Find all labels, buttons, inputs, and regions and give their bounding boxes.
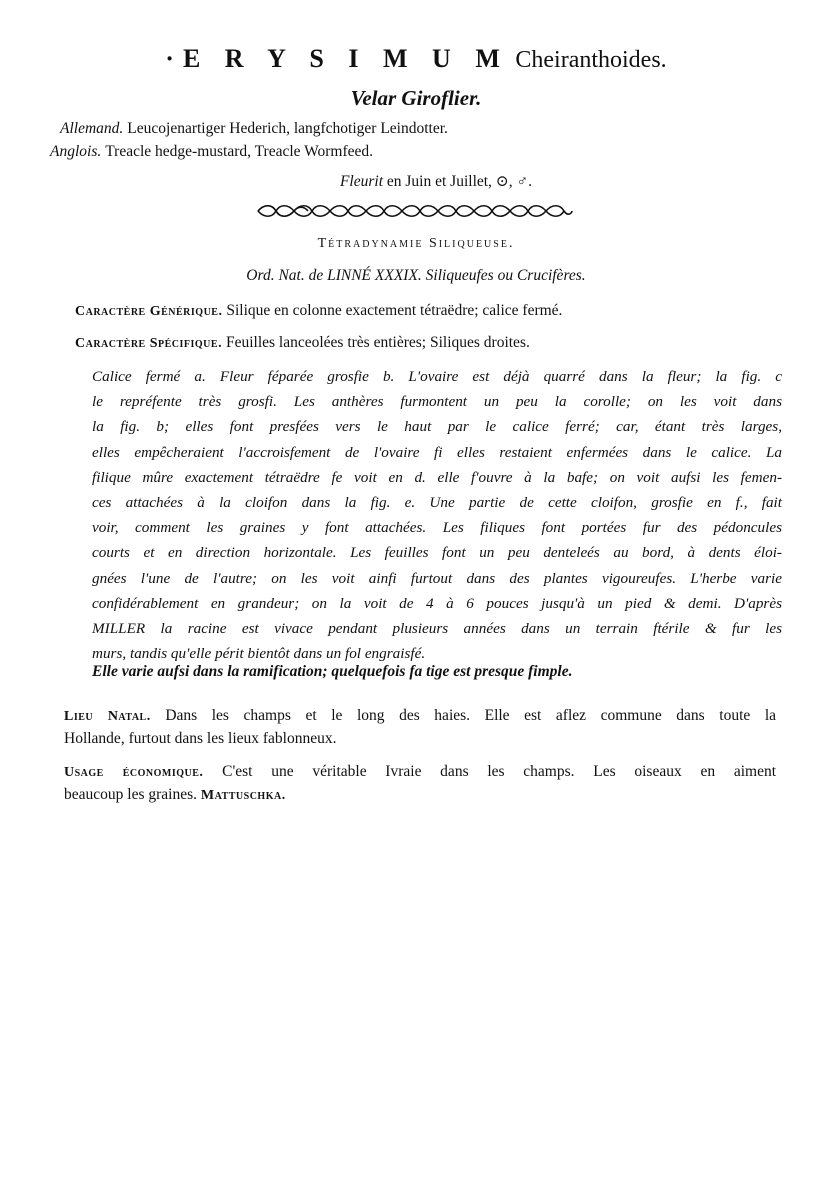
- usage-paragraph: [64, 761, 776, 807]
- flowering-line: [0, 172, 832, 191]
- ornament-divider-icon: [256, 203, 574, 219]
- description-line: confidérablement en grandeur; on la voit de 4 à 6 pouces jusqu'à un pied & demi. D'après: [92, 594, 782, 612]
- vernacular-english: [50, 143, 373, 161]
- description-line: MILLER la racine est vivace pendant plusieurs années dans un terrain ftérile & fur les: [92, 619, 782, 637]
- usage-author: Mattuschka.: [200, 788, 286, 803]
- usage-text: beaucoup les graines.: [64, 786, 197, 803]
- character-text: Feuilles lanceolées très entières; Siliques droites.: [225, 334, 530, 351]
- habitat-line: [64, 705, 776, 728]
- species-name: Cheiranthoides.: [515, 47, 667, 73]
- vernacular-names: Leucojenartiger Hederich, langfchotiger Leindotter.: [127, 120, 448, 137]
- genus-name: ·E R Y S I M U M: [165, 44, 509, 73]
- habitat-text: Dans les champs et le long des haies. Elle est aflez commune dans toute la: [165, 707, 777, 724]
- description-line: filique mûre exactement tétraëdre fe voit en d. elle f'ouvre à la bafe; on voit aufsi les femen-: [92, 468, 782, 486]
- description-line: Calice fermé a. Fleur féparée grosfie b. L'ovaire est déjà quarré dans la fleur; la fig. c: [92, 368, 782, 385]
- vernacular-german: [60, 120, 448, 138]
- natural-order: Ord. Nat. de LINNÉ XXXIX. Siliqueufes ou Crucifères.: [246, 267, 586, 284]
- page-title: [0, 44, 832, 74]
- description-line: elles empêcheraient l'accroisfement de l'ovaire fi elles restaient enfermées dans le calice. La: [92, 443, 782, 461]
- linnaean-class: Tétradynamie Siliqueuse.: [317, 236, 515, 251]
- french-name: Velar Giroflier.: [350, 86, 482, 110]
- habitat-paragraph: [64, 705, 776, 750]
- description-paragraph: [92, 364, 782, 666]
- description-line: ces attachées à la cloifon dans la fig. e. Une partie de cette cloifon, grosfie en f., fait: [92, 493, 782, 511]
- vernacular-names: Treacle hedge-mustard, Treacle Wormfeed.: [105, 143, 374, 160]
- description-line: gnées l'une de l'autre; on les voit ainfi furtout dans des plantes vigoureufes. L'herbe varie: [92, 569, 782, 587]
- habitat-label: Lieu Natal.: [64, 709, 151, 724]
- flowering-text: en Juin et Juillet, ⊙, ♂.: [386, 173, 533, 190]
- usage-label: Usage économique.: [64, 765, 204, 780]
- description-line: courts et en direction horizontale. Les feuilles font un peu denteleés au bord, à dents éloi-: [92, 544, 782, 562]
- character-label: Caractère Générique.: [75, 304, 223, 319]
- variation-note: Elle varie aufsi dans la ramification; quelquefois fa tige est presque fimple.: [92, 663, 573, 680]
- character-text: Silique en colonne exactement tétraëdre; calice fermé.: [226, 302, 563, 319]
- description-line: murs, tandis qu'elle périt bientôt dans un fol engraisfé.: [92, 645, 426, 663]
- specific-character: [75, 334, 530, 352]
- usage-line: [64, 761, 776, 784]
- vernacular-lang: Anglois.: [50, 143, 102, 160]
- description-line: la fig. b; elles font presfées vers le haut par le calice ferré; car, étant très larges,: [92, 418, 782, 436]
- usage-line: [64, 784, 776, 807]
- generic-character: [75, 302, 562, 320]
- usage-text: C'est une véritable Ivraie dans les champs. Les oiseaux en aiment: [222, 763, 777, 780]
- character-label: Caractère Spécifique.: [75, 336, 223, 351]
- description-line: le repréfente très grosfi. Les anthères furmontent un peu la corolle; on les voit dans: [92, 393, 782, 411]
- habitat-line: Hollande, furtout dans les lieux fablonneux.: [64, 730, 337, 747]
- vernacular-lang: Allemand.: [60, 120, 124, 137]
- flowering-label: Fleurit: [339, 173, 384, 190]
- description-line: voir, comment les graines y font attachées. Les filiques font portées fur des pédoncules: [92, 519, 782, 537]
